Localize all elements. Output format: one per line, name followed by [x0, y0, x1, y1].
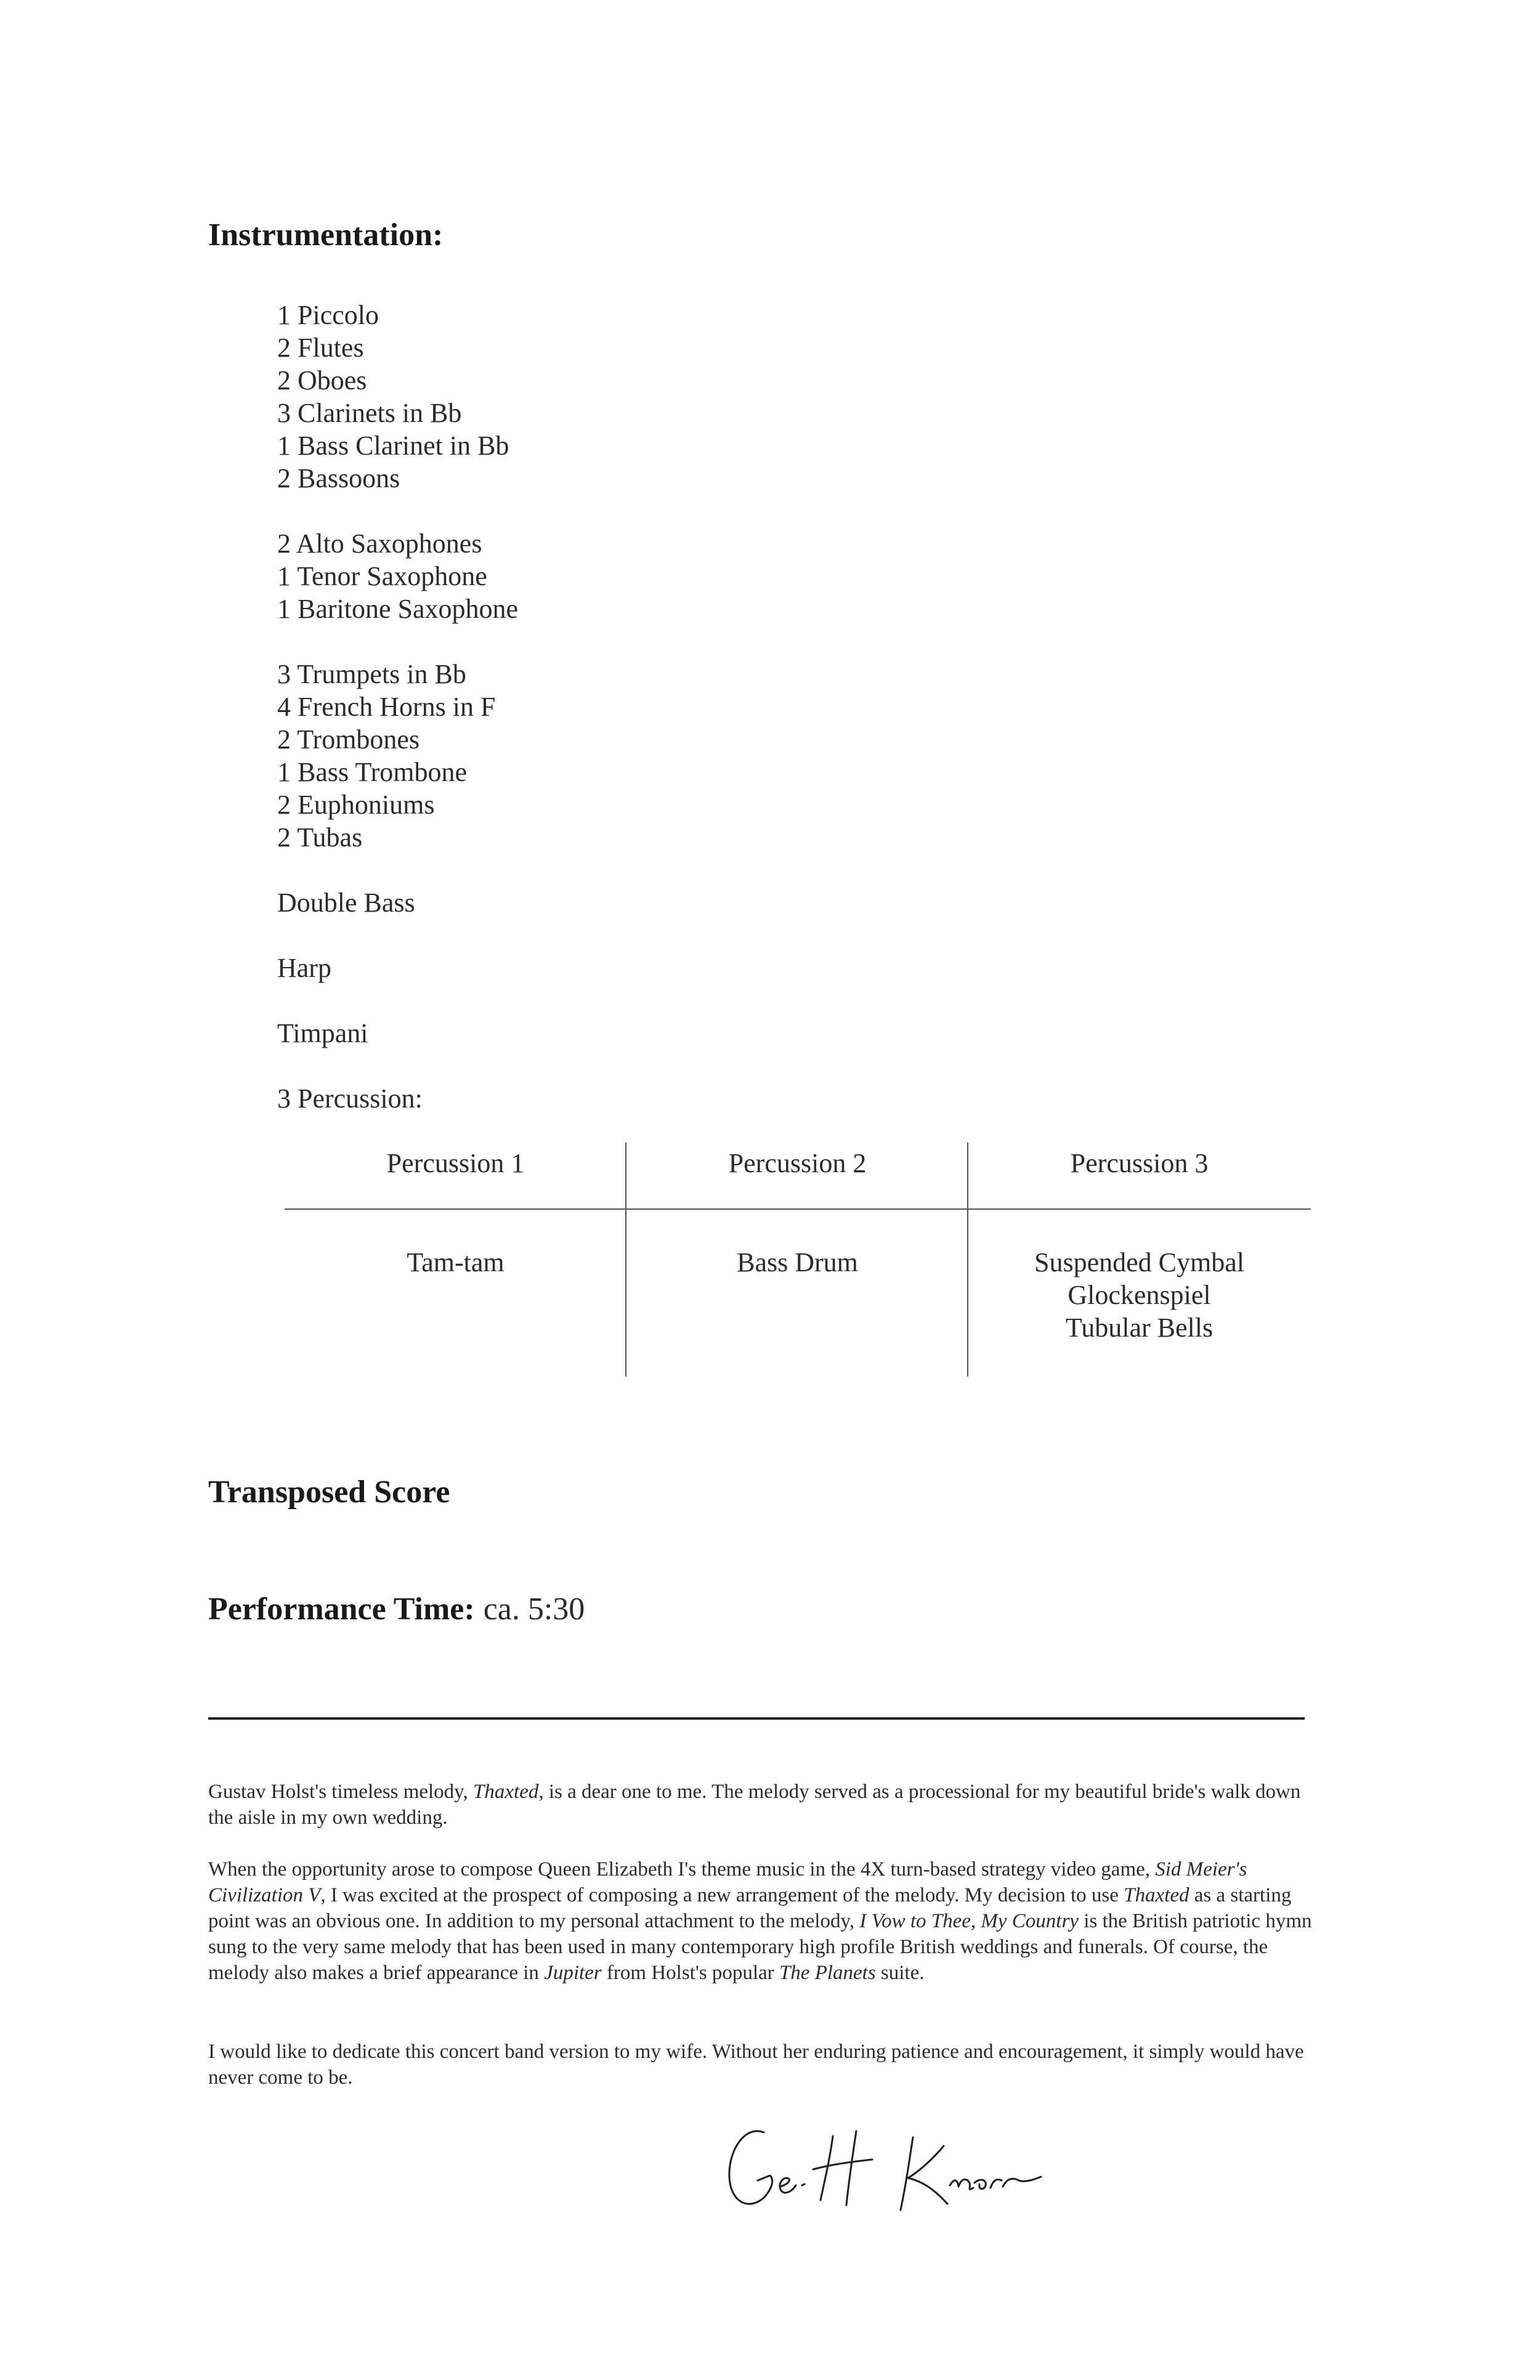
section-divider — [208, 1717, 1305, 1720]
italic-title: Thaxted — [473, 1781, 539, 1803]
program-note-paragraph — [208, 2039, 1314, 2091]
note-text: When the opportunity arose to compose Queen Elizabeth I's theme music in the 4X turn-based strategy video game, — [208, 1858, 1156, 1880]
percussion-column-1 — [285, 1143, 626, 1377]
note-text: , I was excited at the prospect of composing a new arrangement of the melody. My decision to use — [320, 1884, 1124, 1906]
percussion-instruments — [285, 1246, 626, 1279]
signature — [721, 2119, 1047, 2224]
instrument-item: 1 Tenor Saxophone — [277, 561, 487, 591]
instrument-item: 2 Flutes — [277, 333, 364, 363]
percussion-instrument: Suspended Cymbal — [1034, 1247, 1244, 1277]
percussion-instruments — [968, 1246, 1310, 1344]
percussion-column-2 — [626, 1143, 968, 1377]
instrument-item: 3 Percussion: — [277, 1083, 423, 1114]
signature-image — [721, 2119, 1047, 2224]
instrument-item: 3 Trumpets in Bb — [277, 659, 466, 689]
percussion-column-3 — [968, 1143, 1310, 1377]
italic-title: Thaxted — [1124, 1884, 1189, 1906]
program-notes — [208, 1779, 1314, 1831]
instrument-item: 4 French Horns in F — [277, 692, 496, 722]
note-text: Gustav Holst's timeless melody, — [208, 1781, 474, 1803]
instrument-item: 3 Clarinets in Bb — [277, 398, 462, 428]
instrument-item: 2 Bassoons — [277, 463, 400, 493]
percussion-instruments — [626, 1246, 968, 1279]
note-text: as a starting point was an obvious one. In addition to my personal attachment to the melody, — [208, 1884, 1292, 1932]
instrument-item: 1 Bass Clarinet in Bb — [277, 431, 509, 461]
transposed-score-heading: Transposed Score — [208, 1475, 450, 1510]
percussion-header: Percussion 2 — [728, 1148, 867, 1178]
performance-time — [208, 1591, 585, 1627]
instrument-group — [277, 299, 518, 495]
instrument-item: Timpani — [277, 1018, 368, 1048]
program-note-paragraph — [208, 1779, 1314, 1831]
performance-time-value: ca. 5:30 — [483, 1592, 585, 1627]
instrument-list — [277, 299, 518, 1148]
italic-title: Jupiter — [544, 1962, 602, 1984]
percussion-instrument: Tubular Bells — [1065, 1313, 1214, 1343]
program-notes — [208, 1856, 1314, 1986]
italic-title: Sid Meier's Civilization V — [208, 1858, 1247, 1906]
italic-title: I Vow to Thee, My Country — [859, 1910, 1079, 1932]
instrument-item: Harp — [277, 953, 331, 983]
percussion-instrument: Bass Drum — [737, 1247, 858, 1277]
program-notes — [208, 2039, 1314, 2091]
percussion-header: Percussion 1 — [386, 1148, 525, 1178]
percussion-header: Percussion 3 — [1070, 1148, 1209, 1178]
instrument-item: 2 Trombones — [277, 724, 420, 755]
instrument-item: 1 Baritone Saxophone — [277, 594, 519, 624]
instrument-group — [277, 527, 518, 625]
instrument-group — [277, 952, 518, 984]
italic-title: The Planets — [779, 1962, 876, 1984]
instrument-item: Double Bass — [277, 888, 415, 918]
performance-time-label: Performance Time: — [208, 1592, 475, 1627]
instrument-group — [277, 886, 518, 919]
note-text: is the British patriotic hymn sung to the very same melody that has been used in many contemporary high profile British weddings and funerals. Of course, the melody also makes a brief appearance in — [208, 1910, 1312, 1984]
instrumentation-heading: Instrumentation: — [208, 217, 444, 253]
note-text: , is a dear one to me. The melody served as a processional for my beautiful bride's walk down the aisle in my own wedding. — [208, 1781, 1301, 1829]
instrument-item: 2 Euphoniums — [277, 790, 435, 820]
instrument-item: 1 Piccolo — [277, 300, 379, 330]
instrument-item: 1 Bass Trombone — [277, 757, 468, 787]
program-note-paragraph — [208, 1856, 1314, 1986]
instrument-group — [277, 1082, 518, 1115]
instrument-item: 2 Alto Saxophones — [277, 528, 482, 559]
percussion-instrument: Glockenspiel — [1068, 1280, 1211, 1310]
instrument-group — [277, 1017, 518, 1050]
percussion-table — [285, 1143, 1311, 1377]
note-text: I would like to dedicate this concert band version to my wife. Without her enduring patience and encouragement, it simply would have never come to be. — [208, 2041, 1304, 2089]
instrument-item: 2 Oboes — [277, 365, 367, 395]
instrument-item: 2 Tubas — [277, 822, 363, 852]
instrument-group — [277, 658, 518, 854]
note-text: suite. — [875, 1962, 925, 1984]
percussion-instrument: Tam-tam — [407, 1247, 505, 1277]
note-text: from Holst's popular — [601, 1962, 779, 1984]
